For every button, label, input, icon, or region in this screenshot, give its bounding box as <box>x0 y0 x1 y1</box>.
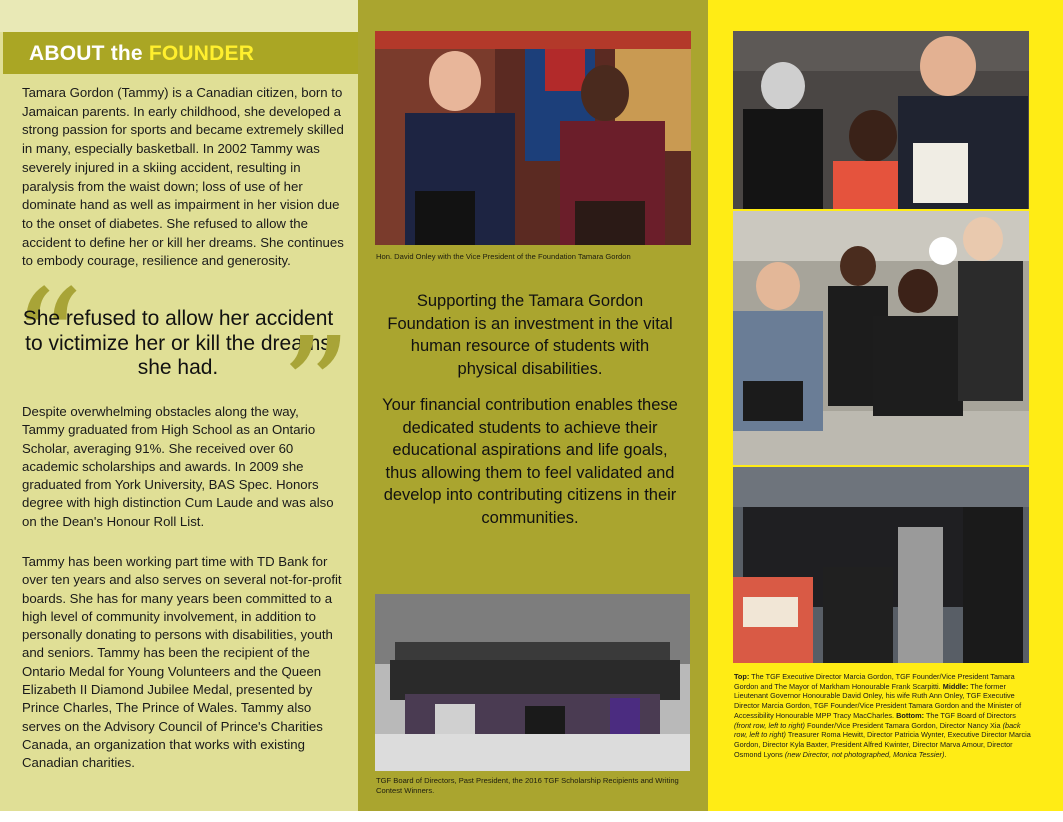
caption-bottom-label: Bottom: <box>896 710 925 720</box>
photo-onley-gordon <box>375 31 691 245</box>
photo-board-scholarship-group <box>375 594 690 771</box>
photo1-caption: Hon. David Onley with the Vice President of the Foundation Tamara Gordon <box>376 252 631 261</box>
caption-middle-text: The former Lieutenant Governor Honourable David Onley, his wife Ruth Ann Onley, TGF Executive Director Marcia Gordon, TGF Founder/Vice President Tamara Gordon and the Minister of Accessibility Honourable MPP Tracy MacCharles. <box>734 681 1022 720</box>
intro-paragraph: Tamara Gordon (Tammy) is a Canadian citizen, born to Jamaican parents. In early childhood, she developed a strong passion for sports and became extremely skilled in many, especially basketball. In 2002 Tammy was severely injured in a skiing accident, resulting in paralysis from the waist down; loss of use of her dominate hand as well as impairment in her vision due to the onset of diabetes. She refused to allow the accident to define her or kill her dreams. She continues to embody courage, resilience and generosity. <box>22 85 344 269</box>
caption-bottom-end: . <box>944 749 947 759</box>
caption-bottom-back-row: (back row, left to right) <box>734 720 1021 740</box>
close-quote-mark: ” <box>280 308 352 471</box>
heading-founder: FOUNDER <box>148 42 255 65</box>
photo-middle-lieutenant-governor <box>733 211 1029 465</box>
education-paragraph: Despite overwhelming obstacles along the way, Tammy graduated from High School as an Ontario Scholar, averaging 91%. She received over 60 academic scholarships and awards. In 2009 she graduated from York University, BAS Spec. Honors degree with high distinction Cum Laude and was also on the Dean's Honour Roll List. <box>22 404 334 529</box>
support-text-contribution: Your financial contribution enables these dedicated students to achieve their educational aspirations and life goals, thus allowing them to feel validated and develop into contributing citizens in their communities. <box>382 396 678 527</box>
photo2-caption: TGF Board of Directors, Past President, the 2016 TGF Scholarship Recipients and Writing Contest Winners. <box>376 776 679 795</box>
heading-bar <box>3 32 358 74</box>
caption-top-label: Top: <box>734 672 750 681</box>
section-heading <box>29 42 254 66</box>
pull-quote: She refused to allow her accident to victimize her or kill the dreams she had. <box>22 307 334 379</box>
caption-top-text: The TGF Executive Director Marcia Gordon, TGF Founder/Vice President Tamara Gordon and The Mayor of Markham Honourable Frank Scarpitti. <box>734 672 1015 691</box>
open-quote-mark: “ <box>12 260 84 423</box>
top-strip <box>0 0 358 32</box>
caption-bottom-text-2: Founder/Vice President Tamara Gordon, Director Nancy Xia <box>804 720 1003 730</box>
caption-bottom-new-director: (new Director, not photographed, Monica Tessier) <box>784 749 945 759</box>
photo-top-markham-mayor <box>733 31 1029 209</box>
right-photos-caption <box>734 672 1032 759</box>
heading-the: the <box>104 42 149 65</box>
caption-bottom-text-3: Treasurer Roma Hewitt, Director Patricia Wynter, Executive Director Marcia Gordon, Director Kyla Baxter, President Alfred Kwinter, Director Marva Amour, Director Osmond Lyons <box>734 730 1031 759</box>
service-paragraph: Tammy has been working part time with TD Bank for over ten years and also serves on several not-for-profit boards. She has for many years been committed to a high level of community involvement, in addition to personally donating to persons with disabilities, youth and seniors. Tammy has been the recipient of the Ontario Medal for Young Volunteers and the Queen Elizabeth II Diamond Jubilee Medal, presented by Prince Charles, The Prince of Wales. Tammy also serves on the Advisory Council of Prince's Charities Canada, an organization that works with existing Canadian charities. <box>22 554 342 771</box>
caption-bottom-text: The TGF Board of Directors <box>924 710 1016 720</box>
support-text-investment: Supporting the Tamara Gordon Foundation is an investment in the vital human resource of students with physical disabilities. <box>387 292 673 378</box>
caption-bottom-front-row: (front row, left to right) <box>734 720 805 730</box>
photo-bottom-board-of-directors <box>733 467 1029 663</box>
support-message <box>380 290 680 529</box>
heading-about: ABOUT <box>29 42 105 65</box>
caption-middle-label: Middle: <box>942 681 969 691</box>
